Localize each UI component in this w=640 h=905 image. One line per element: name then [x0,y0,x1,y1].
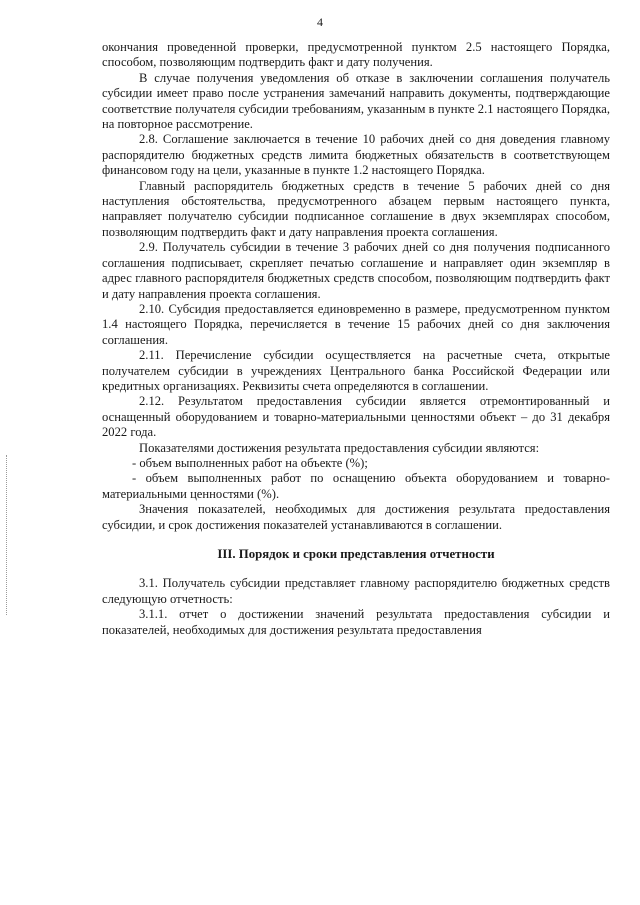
paragraph-2-10: 2.10. Субсидия предоставляется единовременно в размере, предусмотренном пунктом 1.4 настоящего Порядка, перечисляется в течение 15 рабочих дней со дня заключения соглашения. [102,301,610,347]
paragraph: Значения показателей, необходимых для достижения результата предоставления субсидии, и срок достижения показателей устанавливаются в соглашении. [102,502,610,532]
paragraph: Главный распорядитель бюджетных средств в течение 5 рабочих дней со дня наступления обстоятельства, предусмотренного абзацем первым настоящего пункта, направляет получателю субсидии подписанное соглашение в двух экземплярах способом, позволяющим подтвердить факт и дату направления проекта соглашения. [102,178,610,239]
scan-margin-mark [6,455,8,615]
paragraph-2-12: 2.12. Результатом предоставления субсидии является отремонтированный и оснащенный оборудованием и товарно-материальными ценностями объект – до 31 декабря 2022 года. [102,394,610,440]
section-heading: III. Порядок и сроки представления отчетности [217,547,495,561]
paragraph-3-1: 3.1. Получатель субсидии представляет главному распорядителю бюджетных средств следующую отчетность: [102,576,610,606]
paragraph: окончания проведенной проверки, предусмотренной пунктом 2.5 настоящего Порядка, способом, позволяющим подтвердить факт и дату получения. [102,40,610,70]
paragraph-3-1-1: 3.1.1. отчет о достижении значений результата предоставления субсидии и показателей, необходимых для достижения результата предоставления [102,607,610,637]
paragraph-2-8: 2.8. Соглашение заключается в течение 10 рабочих дней со дня доведения главному распорядителю бюджетных средств лимита бюджетных обязательств в соответствующем финансовом году на цели, указанные в пункте 1.2 настоящего Порядка. [102,132,610,178]
paragraph-2-11: 2.11. Перечисление субсидии осуществляется на расчетные счета, открытые получателем субсидии в учреждениях Центрального банка Российской Федерации или кредитных организациях. Реквизиты счета определяются в соглашении. [102,348,610,393]
paragraph: В случае получения уведомления об отказе в заключении соглашения получатель субсидии имеет право после устранения замечаний направить документы, подтверждающие соответствие получателя субсидии требованиям, указанным в пункте 2.1 настоящего Порядка, на повторное рассмотрение. [102,70,610,132]
list-item: - объем выполненных работ по оснащению объекта оборудованием и товарно-материальными ценностями (%). [102,471,610,501]
page-number: 4 [317,15,323,29]
document-body [102,40,610,638]
list-item: - объем выполненных работ на объекте (%); [132,455,368,470]
paragraph-2-9: 2.9. Получатель субсидии в течение 3 рабочих дней со дня получения подписанного соглашения подписывает, скрепляет печатью соглашение и направляет один экземпляр в адрес главного распорядителя бюджетных средств способом, позволяющим подтвердить факт и дату направления проекта соглашения. [102,240,610,301]
paragraph: Показателями достижения результата предоставления субсидии являются: [139,440,540,455]
